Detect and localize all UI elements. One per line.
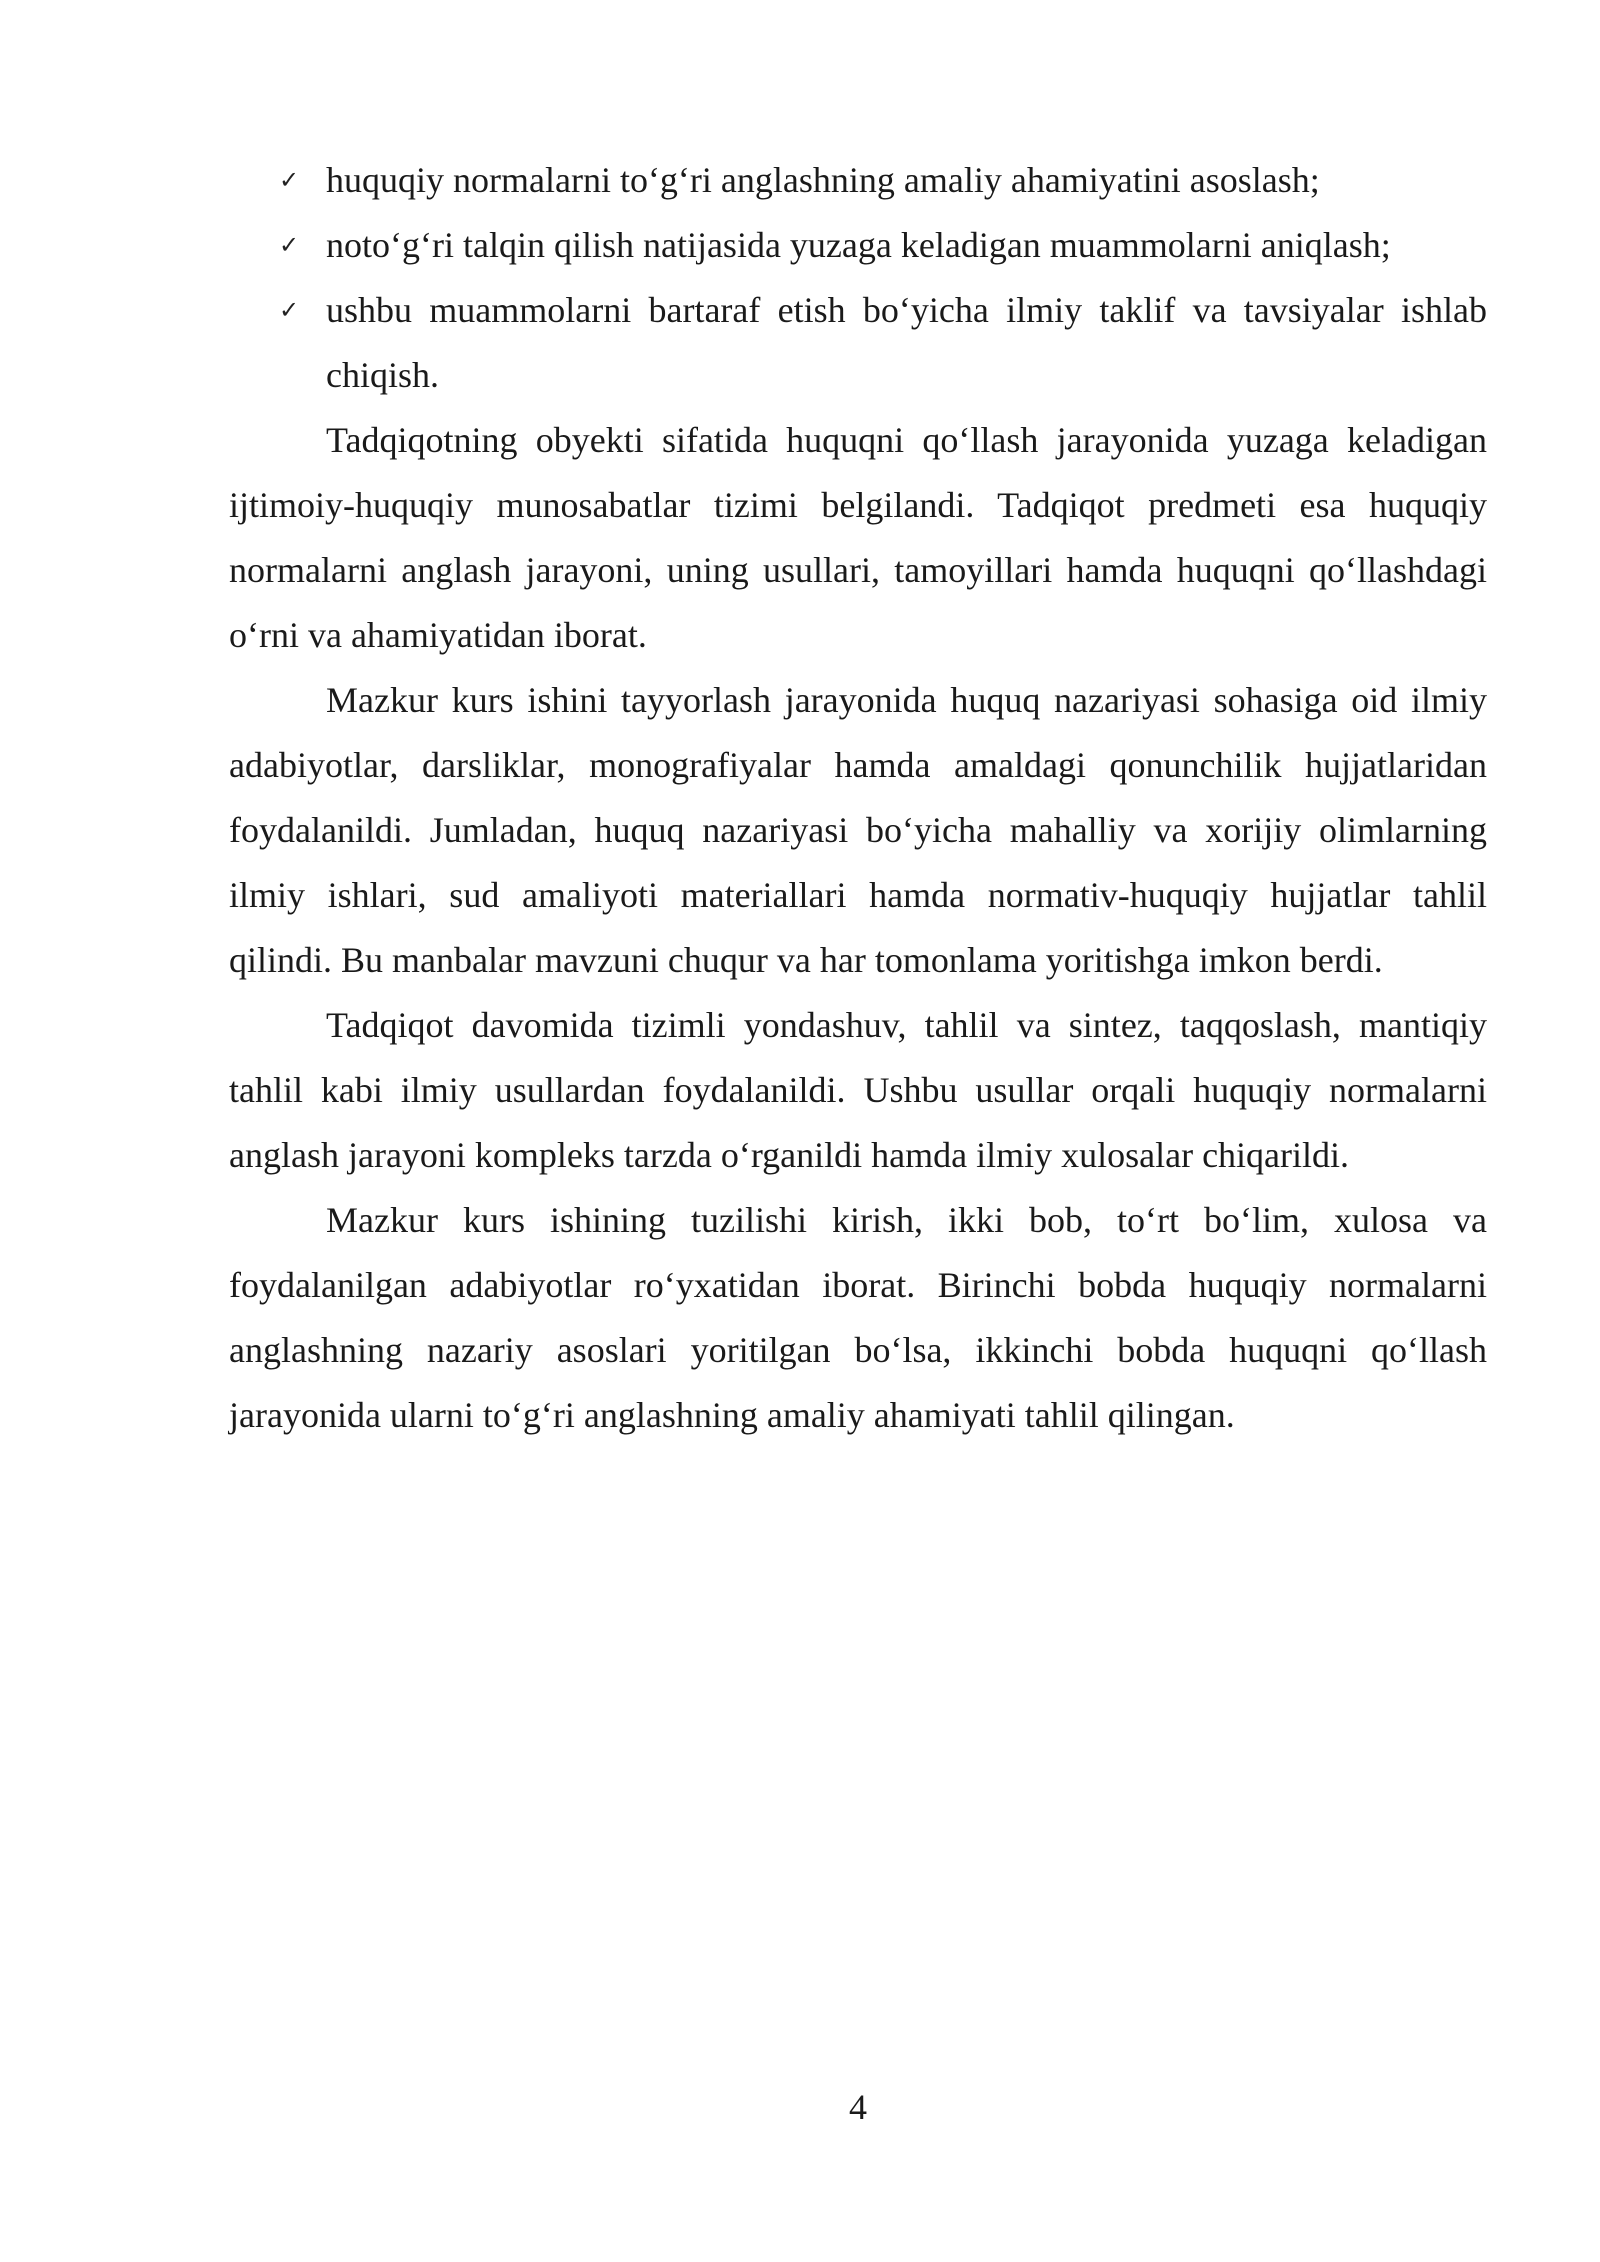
list-item xyxy=(229,148,1487,213)
list-item xyxy=(229,213,1487,278)
paragraph-methods: Tadqiqot davomida tizimli yondashuv, tahlil va sintez, taqqoslash, mantiqiy tahlil kabi ilmiy usullardan foydalanildi. Ushbu usullar orqali huquqiy normalarni anglash jarayoni kompleks tarzda o‘rganildi hamda ilmiy xulosalar chiqarildi. xyxy=(229,1005,1487,1175)
page-number: 4 xyxy=(849,2087,867,2127)
page-content xyxy=(229,148,1487,1448)
list-item xyxy=(229,278,1487,408)
checkmark-icon: ✓ xyxy=(279,166,300,194)
list-item-text: huquqiy normalarni to‘g‘ri anglashning amaliy ahamiyatini asoslash; xyxy=(326,160,1320,200)
paragraph-structure: Mazkur kurs ishining tuzilishi kirish, ikki bob, to‘rt bo‘lim, xulosa va foydalanilgan adabiyotlar ro‘yxatidan iborat. Birinchi bobda huquqiy normalarni anglashning nazariy asoslari yoritilgan bo‘lsa, ikkinchi bobda huquqni qo‘llash jarayonida ularni to‘g‘ri anglashning amaliy ahamiyati tahlil qilingan. xyxy=(229,1200,1487,1435)
list-item-text: noto‘g‘ri talqin qilish natijasida yuzaga keladigan muammolarni aniqlash; xyxy=(326,225,1391,265)
paragraph-research-object: Tadqiqotning obyekti sifatida huquqni qo‘llash jarayonida yuzaga keladigan ijtimoiy-huquqiy munosabatlar tizimi belgilandi. Tadqiqot predmeti esa huquqiy normalarni anglash jarayoni, uning usullari, tamoyillari hamda huquqni qo‘llashdagi o‘rni va ahamiyatidan iborat. xyxy=(229,420,1487,655)
objectives-checklist xyxy=(229,148,1487,408)
checkmark-icon: ✓ xyxy=(279,231,300,259)
checkmark-icon: ✓ xyxy=(279,296,300,324)
list-item-text: ushbu muammolarni bartaraf etish bo‘yicha ilmiy taklif va tavsiyalar ishlab chiqish. xyxy=(326,290,1487,395)
paragraph-sources: Mazkur kurs ishini tayyorlash jarayonida huquq nazariyasi sohasiga oid ilmiy adabiyotlar, darsliklar, monografiyalar hamda amaldagi qonunchilik hujjatlaridan foydalanildi. Jumladan, huquq nazariyasi bo‘yicha mahalliy va xorijiy olimlarning ilmiy ishlari, sud amaliyoti materiallari hamda normativ-huquqiy hujjatlar tahlil qilindi. Bu manbalar mavzuni chuqur va har tomonlama yoritishga imkon berdi. xyxy=(229,680,1487,980)
